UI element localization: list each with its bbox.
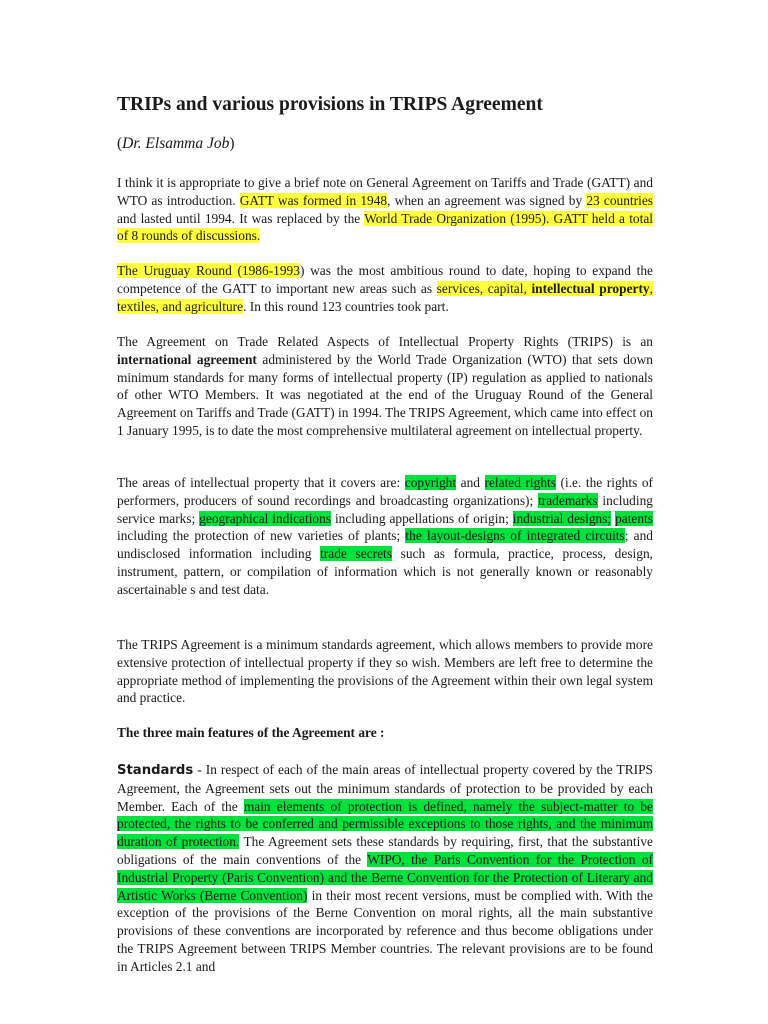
author-name: Dr. Elsamma Job (122, 135, 230, 152)
paragraph-ip-areas (117, 474, 653, 599)
author-close-paren: ) (229, 135, 235, 152)
standards-lead: Standards (117, 763, 194, 778)
yellow-highlight: The Uruguay Round (1986-1993 (117, 263, 300, 278)
text-segment: The Agreement on Trade Related Aspects of Intellectual Property Rights (TRIPS) is an (117, 334, 653, 349)
text-segment: ; and undisclosed information including (117, 528, 653, 562)
green-highlight: trade secrets (320, 546, 392, 562)
green-highlight: copyright (404, 475, 457, 490)
document-title: TRIPs and various provisions in TRIPS Agreement (117, 94, 543, 115)
paragraph-uruguay-round (117, 262, 653, 315)
yellow-highlight: , textiles, and agriculture (117, 280, 653, 314)
text-segment: - In respect of each of the main areas of intellectual property covered by the TRIPS Agreement, the Agreement sets out the minimum standards of protection to be provided by each Member. Each of the (117, 762, 653, 814)
text-segment: in their most recent versions, must be complied with. With the exception of the provisions of the Berne Convention on moral rights, all the main substantive provisions of these conventions are incorporated by reference and thus become obligations under the TRIPS Agreement between TRIPS Member countries. The relevant provisions are to be found in Articles 2.1 and (117, 887, 653, 974)
paragraph-standards (117, 761, 653, 976)
text-segment: ) was the most ambitious round to date, hoping to expand the competence of the GATT to important new areas such as (117, 263, 653, 296)
green-highlight: patents (615, 510, 653, 526)
paragraph-trips-definition (117, 333, 653, 440)
yellow-highlight: GATT was formed in 1948 (239, 192, 388, 208)
yellow-highlight: 23 countries (586, 192, 653, 208)
yellow-highlight: World Trade Organization (1995). GATT held a total of 8 rounds of discussions. (117, 210, 654, 244)
text-segment: including service marks; (117, 492, 653, 526)
text-segment: The Agreement sets these standards by requiring, first, that the substantive obligations of the main conventions of the (117, 834, 653, 867)
green-highlight: geographical indications (199, 510, 332, 526)
text-segment: including appellations of origin; (331, 510, 513, 526)
text-segment: such as formula, practice, process, design, instrument, pattern, or compilation of information which is not generally known or reasonably ascertainable s and test data. (117, 546, 653, 597)
green-highlight: the layout-designs of integrated circuits (405, 528, 625, 544)
green-highlight: industrial designs; (512, 510, 612, 526)
author-open-paren: ( (117, 135, 123, 152)
text-segment: and lasted until 1994. It was replaced by the (117, 210, 365, 226)
green-highlight: WIPO, the Paris Convention for the Protection of Industrial Property (Paris Convention) and the Berne Convention for the Protection of Literary and Artistic Works (Berne Convention) (117, 851, 654, 903)
text-segment: administered by the World Trade Organization (WTO) that sets down minimum standards for many forms of intellectual property (IP) regulation as applied to nationals of other WTO Members. It was negotiated at the end of the Uruguay Round of the General Agreement on Tariffs and Trade (GATT) in 1994. The TRIPS Agreement, which came into effect on 1 January 1995, is to date the most comprehensive multilateral agreement on intellectual property. (117, 351, 653, 438)
text-segment: . In this round 123 countries took part. (243, 298, 449, 314)
text-segment: and (456, 475, 485, 490)
green-highlight: related rights (484, 475, 556, 490)
section-heading: The three main features of the Agreement are : (117, 725, 385, 740)
green-highlight: trademarks (538, 492, 598, 508)
text-segment: The areas of intellectual property that it covers are: (117, 475, 405, 490)
green-highlight: main elements of protection is defined, namely the subject-matter to be protected, the rights to be conferred and permissible exceptions to those rights, and the minimum duration of protection. (117, 798, 653, 850)
text-segment: I think it is appropriate to give a brief note on General Agreement on Tariffs and Trade (GATT) and WTO as introduction. (117, 175, 653, 208)
text-segment: , when an agreement was signed by (387, 192, 587, 208)
text-segment: (i.e. the rights of performers, producers of sound recordings and broadcasting organizations); (117, 475, 653, 508)
bold-term: international agreement (117, 351, 257, 367)
text-segment: including the protection of new varieties of plants; (117, 528, 406, 544)
paragraph-minimum-standards: The TRIPS Agreement is a minimum standards agreement, which allows members to provide more extensive protection of intellectual property if they so wish. Members are left free to determine the appropriate method of implementing the provisions of the Agreement within their own legal system and practice. (117, 637, 653, 706)
author-line (117, 135, 235, 153)
yellow-highlight: services, capital, (436, 280, 532, 296)
paragraph-gatt-intro (117, 174, 653, 245)
yellow-highlight-bold: intellectual property (531, 280, 650, 296)
